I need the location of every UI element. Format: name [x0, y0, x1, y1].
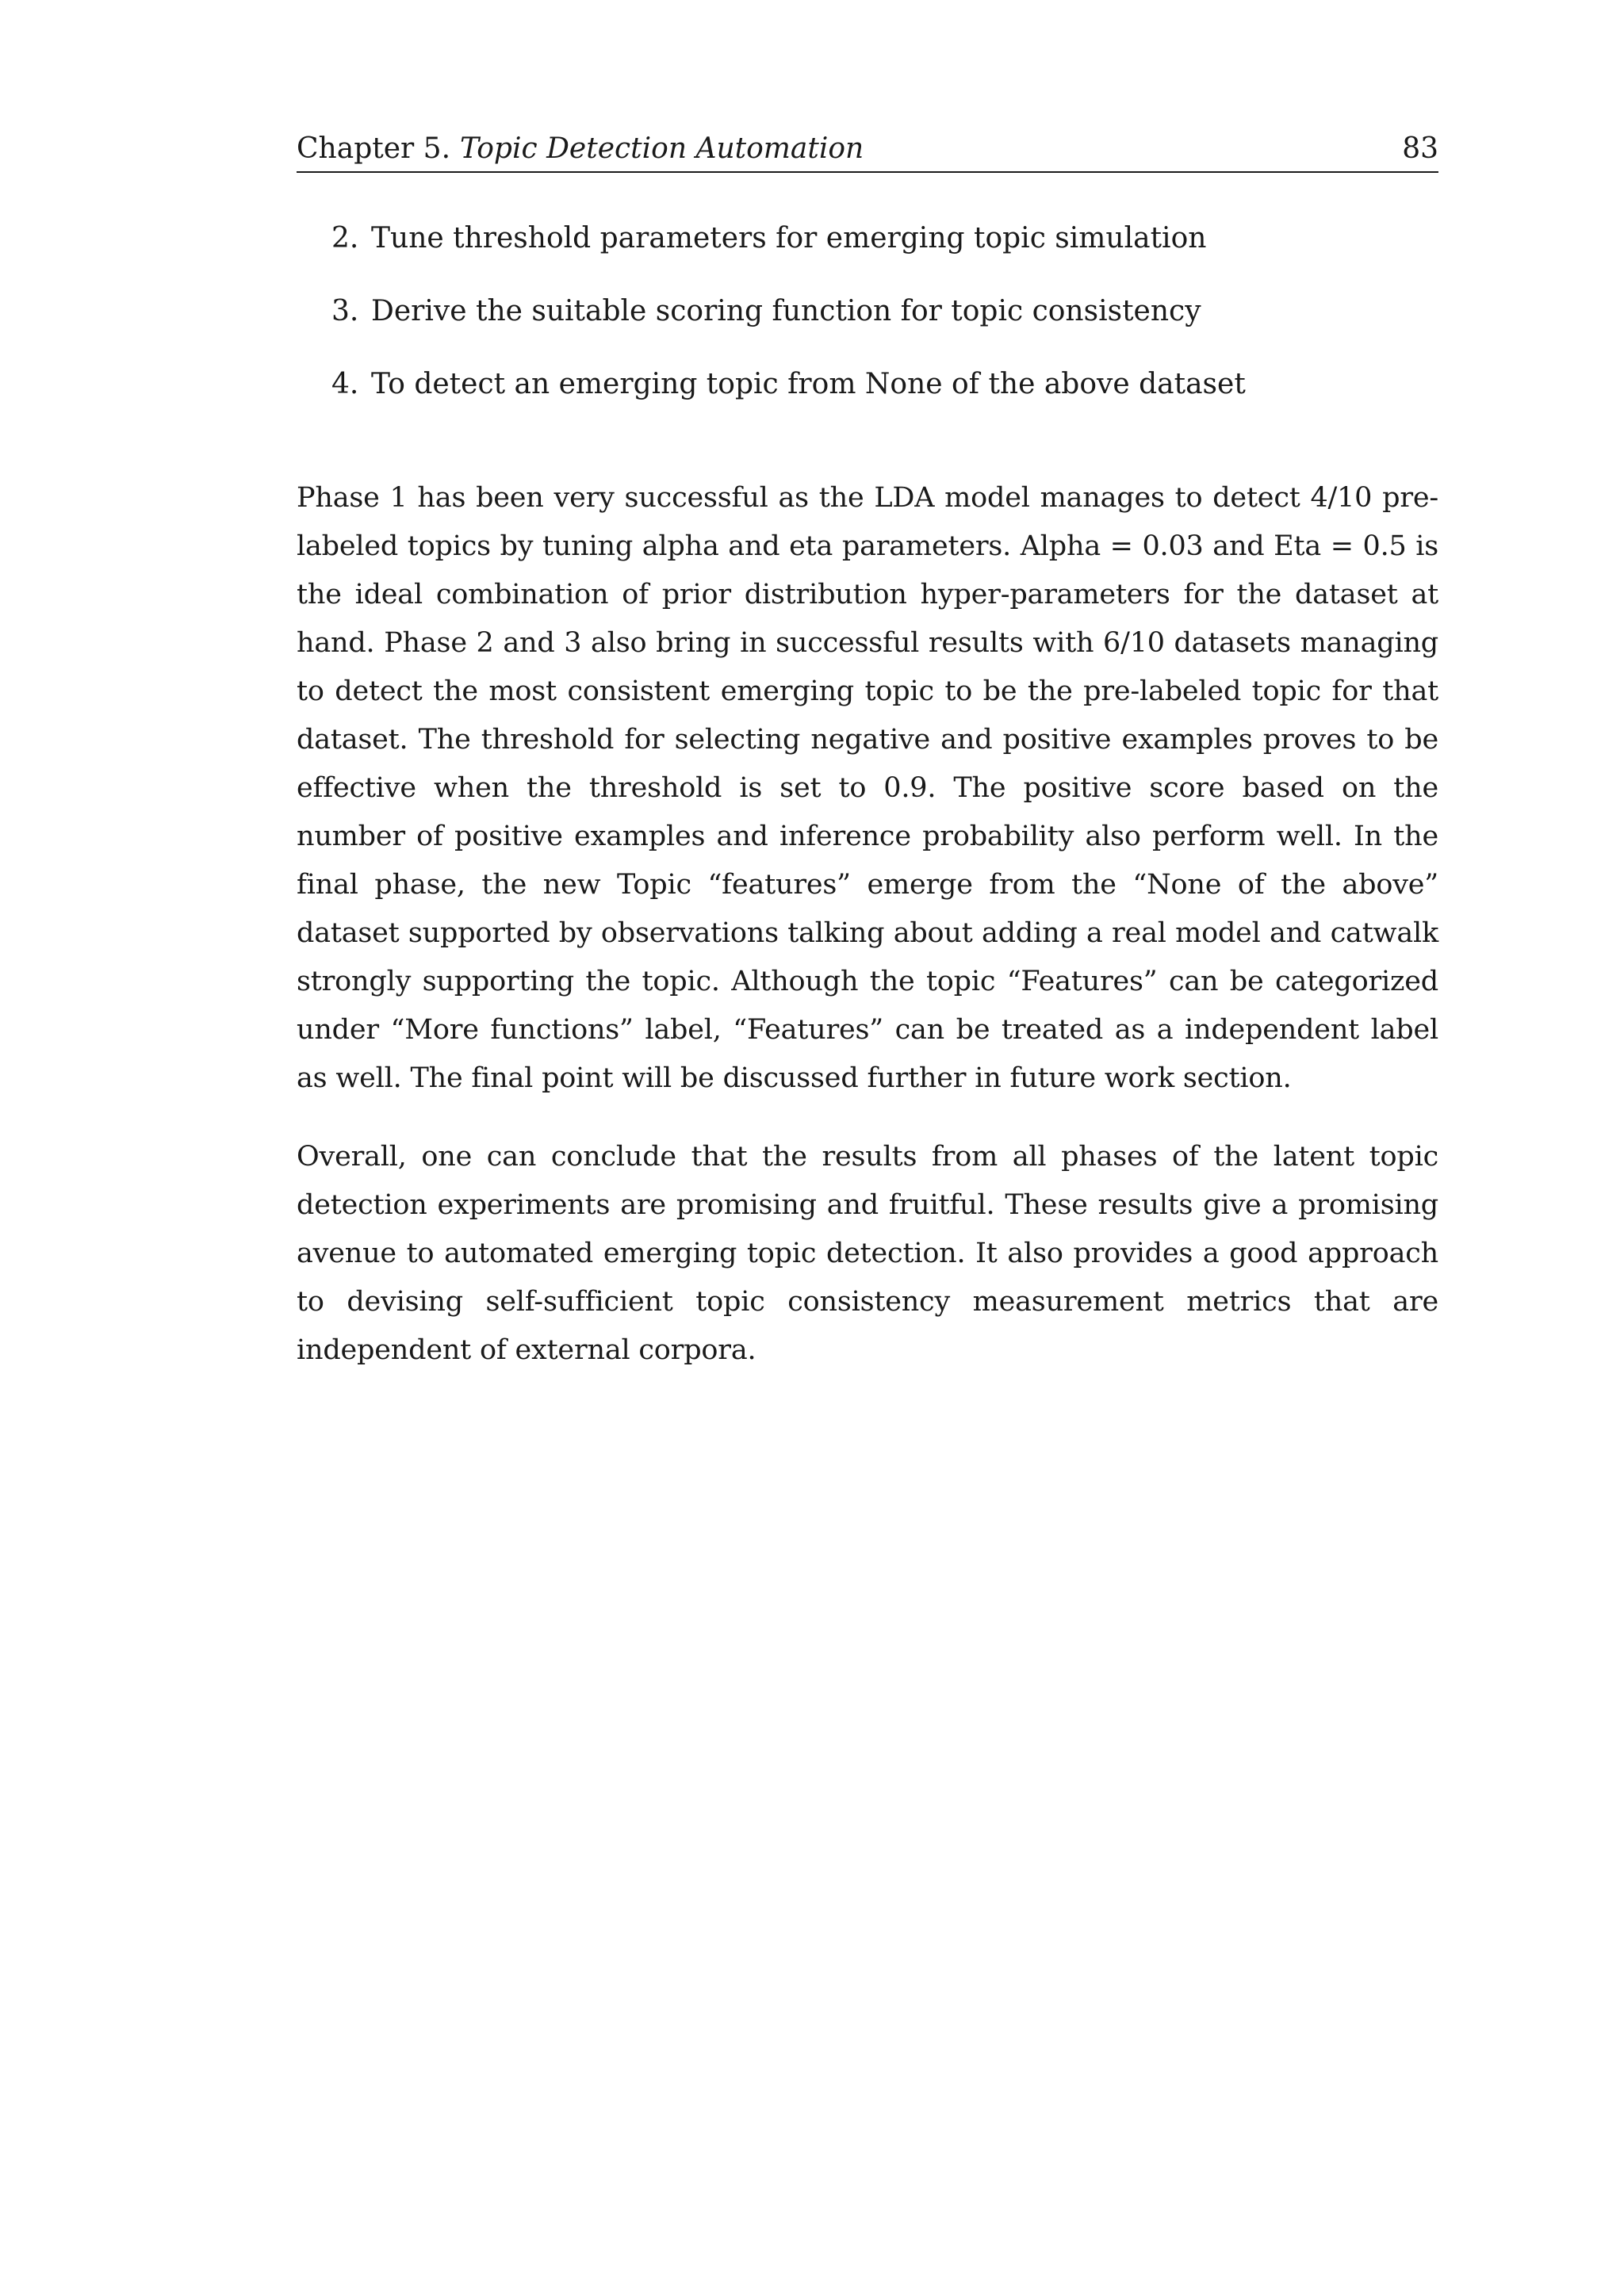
- list-item-text: Derive the suitable scoring function for topic consistency: [371, 295, 1201, 327]
- list-item-number: 3.: [331, 295, 359, 327]
- list-item-number: 2.: [331, 222, 359, 254]
- chapter-title: Topic Detection Automation: [460, 132, 864, 165]
- list-item: [331, 219, 1438, 258]
- list-item-text: To detect an emerging topic from None of the above dataset: [371, 368, 1246, 400]
- list-item: [331, 365, 1438, 404]
- body-text: [297, 474, 1438, 1405]
- paragraph-phase-results: Phase 1 has been very successful as the LDA model manages to detect 4/10 pre-labeled topics by tuning alpha and eta parameters. Alpha = 0.03 and Eta = 0.5 is the ideal combination of prior distribution hyper-parameters for the dataset at hand. Phase 2 and 3 also bring in successful results with 6/10 datasets managing to detect the most consistent emerging topic to be the pre-labeled topic for that dataset. The threshold for selecting negative and positive examples proves to be effective when the threshold is set to 0.9. The positive score based on the number of positive examples and inference probability also perform well. In the final phase, the new Topic “features” emerge from the “None of the above” dataset supported by observations talking about adding a real model and catwalk strongly supporting the topic. Although the topic “Features” can be categorized under “More functions” label, “Features” can be treated as a independent label as well. The final point will be discussed further in future work section.: [297, 482, 1438, 1094]
- paragraph-conclusion: Overall, one can conclude that the results from all phases of the latent topic detection experiments are promising and fruitful. These results give a promising avenue to automated emerging topic detection. It also provides a good approach to devising self-sufficient topic consistency measurement metrics that are independent of external corpora.: [297, 1141, 1438, 1366]
- document-page: [297, 0, 1438, 2296]
- numbered-list: [331, 219, 1438, 438]
- running-header: [297, 132, 1438, 173]
- chapter-label: Chapter 5.: [297, 132, 451, 165]
- list-item-number: 4.: [331, 368, 359, 400]
- header-chapter: [297, 132, 864, 166]
- list-item: [331, 292, 1438, 331]
- list-item-text: Tune threshold parameters for emerging topic simulation: [371, 222, 1207, 254]
- page-number: 83: [1402, 132, 1438, 165]
